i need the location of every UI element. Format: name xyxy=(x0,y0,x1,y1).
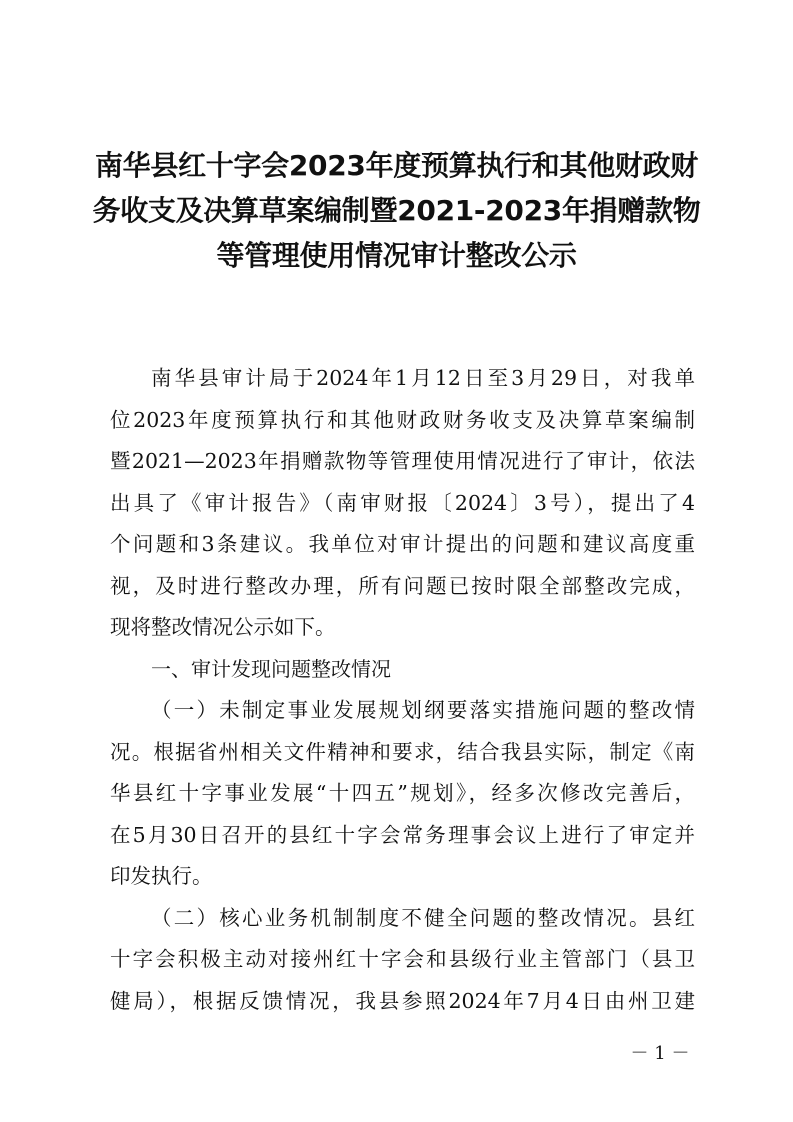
paragraph-line: 健局），根据反馈情况，我县参照2024年7月4日由州卫建 xyxy=(110,989,695,1013)
paragraph-line: 南华县审计局于2024年1月12日至3月29日，对我单 xyxy=(151,366,695,390)
paragraph-line: （一）未制定事业发展规划纲要落实措施问题的整改情 xyxy=(151,698,695,722)
document-title-line-1: 南华县红十字会2023年度预算执行和其他财政财 xyxy=(94,149,699,182)
paragraph-line: 出具了《审计报告》（南审财报〔2024〕3号），提出了4 xyxy=(110,491,695,515)
document-title-line-3: 等管理使用情况审计整改公示 xyxy=(216,239,577,272)
paragraph-line: 个问题和3条建议。我单位对审计提出的问题和建议高度重 xyxy=(110,532,695,556)
page-number: － 1 － xyxy=(630,1043,690,1064)
paragraph-line: 在5月30日召开的县红十字会常务理事会议上进行了审定并 xyxy=(110,823,695,847)
paragraph-line: 华县红十字事业发展“十四五”规划》，经多次修改完善后， xyxy=(110,781,695,805)
paragraph-line: （二）核心业务机制制度不健全问题的整改情况。县红 xyxy=(151,906,695,930)
paragraph-line: 暨2021—2023年捐赠款物等管理使用情况进行了审计，依法 xyxy=(110,449,695,473)
section-heading: 一、审计发现问题整改情况 xyxy=(151,657,391,681)
paragraph-line: 现将整改情况公示如下。 xyxy=(110,615,336,639)
paragraph-line: 视，及时进行整改办理，所有问题已按时限全部整改完成， xyxy=(110,574,695,598)
paragraph-line: 位2023年度预算执行和其他财政财务收支及决算草案编制 xyxy=(110,408,695,432)
paragraph-line: 况。根据省州相关文件精神和要求，结合我县实际，制定《南 xyxy=(110,740,695,764)
document-title-line-2: 务收支及决算草案编制暨2021-2023年捐赠款物 xyxy=(92,194,701,227)
paragraph-line: 十字会积极主动对接州红十字会和县级行业主管部门（县卫 xyxy=(110,947,695,971)
paragraph-line: 印发执行。 xyxy=(110,864,213,888)
